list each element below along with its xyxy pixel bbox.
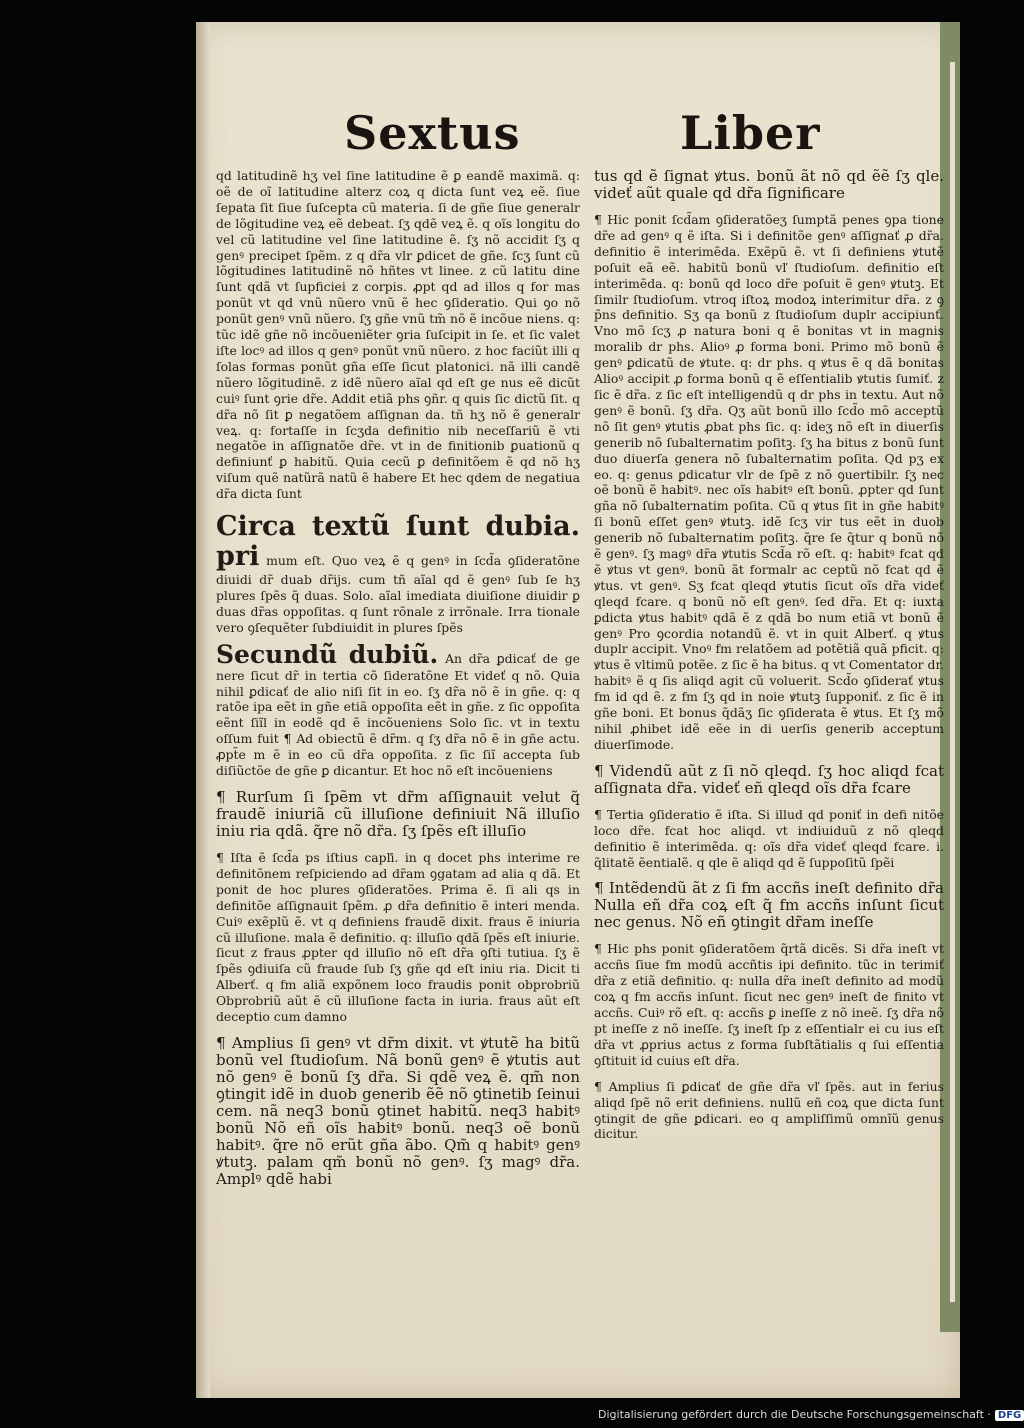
circa-section <box>216 512 580 636</box>
binding-gutter <box>196 22 210 1398</box>
paragraph: ¶ Iſta ẽ ſcd̃a ps iſtius capľi. in q docet phs interime re definitõnem reſpiciendo ad dr̃am ꝯgatam ad alia q dã. Et ponit de hoc plures ꝯſideratões. Prima ẽ. ſi ali qs in definitõe aſſignauit ſpẽm. ꝓ dr̃a definitio ẽ interi menda. Cuiꝰ exẽplũ ẽ. vt q definiens fraudẽ dixit. fraus ẽ iniuria cũ illuſione. mala ẽ definitio. q: illuſio qdã ſpẽs eſt iniurie. ſicut z fraus ꝓpter qd illuſio nõ eſt dr̃a ꝯſti tutiua. ſʒ ẽ ſpẽs ꝯdiuiſa cũ fraude ſub ſʒ gñe qd eſt iniu ria. Dicit ti Alberť. q fm aliã expõnem loco fraudis ponit obprobriũ Obprobriũ aũt ẽ cũ illuſione facta in iuria. fraus aũt eſt deceptio cum damno <box>216 850 580 1025</box>
paragraph: An dr̃a ꝑdicať de ge nere ſicut dr̃ in tertia cõ ſideratõne Et videť q nõ. Quia nihil ꝑdicať de alio niſi ſit in eo. ſʒ dr̃a nõ ẽ in gñe. q: q ratõe ipa eẽt in gñe etiã oppoſita eẽt in gñe. z ſic oppoſita eẽnt ſiĩl in eodẽ qd ẽ incõueniens Solo ſic. vt in textu oſſum fuit ¶ Ad obiectũ ẽ dr̃m. q ſʒ dr̃a nõ ẽ in gñe actu. ꝓpt̃e m ẽ in eo cũ dr̃a oppoſita. z ſic ſiĩ accepta ſub diſiũctõe de gñe ꝑ dicantur. Et hoc nõ eſt incõueniens <box>216 650 580 779</box>
running-head-right: Liber <box>680 106 821 160</box>
secundum-section <box>216 639 580 779</box>
lemma-heading: ¶ Rurſum ſi ſpẽm vt dr̃m aſſignauit velut q̃ fraudẽ iniuriã cũ illuſione definiuit Nã illuſio iniu ria qdã. q̃re nõ dr̃a. ſʒ ſpẽs eſt illuſio <box>216 788 580 840</box>
lemma-heading: ¶ Videndũ aũt z ſi nõ qleqd. ſʒ hoc aliqd fcat aſſignata dr̃a. videť eñ qleqd oĩs dr̃a fcare <box>594 761 944 797</box>
footer-text: Digitalisierung gefördert durch die Deutsche Forschungsgemeinschaft · <box>598 1408 991 1421</box>
lemma-heading: ¶ Intẽdendũ ãt z ſi fm accñs ineſt definito dr̃a Nulla eñ dr̃a coꝝ eſt q̃ fm accñs inſunt ſicut nec genus. Nõ eñ ꝯtingit dr̃am ineſſe <box>594 879 944 932</box>
left-column <box>216 168 580 1198</box>
paragraph: ¶ Hic ponit ſcd̃am ꝯſideratõeʒ ſumptã penes ꝯpa tione dr̃e ad genꝰ q ẽ iſta. Si i definitõe genꝰ aſſignať ꝓ dr̃a. definitio ẽ interimẽda. Exẽpũ ẽ. vt ſi definiens ꝟtutẽ poſuit eã eẽ. habitũ bonũ vľ ſtudioſum. definitio eſt interimẽda. q: bonũ qd loco dr̃e poſuit ẽ genꝰ ꝟtutꝫ. Et ſimilr ſtudioſum. vtroq iſtoꝝ modoꝝ interimitur dr̃a. z ꝯ p̃ns definitio. Sʒ qa bonũ z ſtudioſum duplr accipiunť. Vno mõ ſcʒ ꝓ natura boni q ẽ bonitas vt in magnis moralib dr phs. Alioꝰ ꝓ forma boni. Primo mõ bonũ ẽ genꝰ ꝑdicatũ de ꝟtute. q: dr phs. q ꝟtus ẽ q dã bonitas Alioꝰ accipit ꝓ forma bonũ q ẽ eſſentialib ꝟtutis ſumiť. z ſic ẽ dr̃a. z ſic eſt intelligendũ q dr phs in textu. Aut nõ genꝰ ẽ bonũ. ſʒ dr̃a. Qʒ aũt bonũ illo ſcd̃o mõ acceptũ nõ ſit genꝰ ꝟtutis ꝓbat phs ſic. q: ideʒ nõ eſt in diuerſis generib nõ ſubalternatim poſitꝫ. ſʒ ha bitus z bonũ ſunt duo diuerſa genera nõ ſubalternatim poſita. Qd pʒ ex eo. q: genus ꝑdicatur vlr de ſpẽ z nõ ꝯuertibilr. ſʒ nec oẽ bonũ ẽ habitꝰ. nec oĩs habitꝰ eſt bonũ. ꝓpter qd ſunt gña nõ ſubalternatim poſita. Cũ q ꝟtus ſit in gñe habitꝰ ſi bonũ eſſet genꝰ ꝟtutꝫ. idẽ ſcʒ vir tus eẽt in duob generib nõ ſubalternatim poſitꝫ. q̃re ſe q̃tur q bonũ nõ ẽ genꝰ. ſʒ magꝰ dr̃a ꝟtutis Scd̃a rõ eſt. q: habitꝰ fcat qd ẽ ꝟtus vt genꝰ. bonũ ãt formalr ac ceptũ nõ fcat qd ẽ ꝟtus. vt genꝰ. Sʒ fcat qleqd ꝟtutis ſicut oĩs dr̃a videť qleqd fcare. q bonũ nõ eſt genꝰ. ſed dr̃a. Et q: iuxta ꝑdicta ꝟtus habitꝰ qdã ẽ z qdã bo num etiã vt bonũ ẽ genꝰ Pro ꝯcordia notandũ ẽ. vt in quit Alberť. q ꝟtus duplr accipit. Vnoꝰ fm relatõem ad potẽtiã quã pficit. q: ꝟtus ẽ vltimũ potẽe. z ſic ẽ ha bitus. q vt Comentator dr. habitꝰ ẽ q ſis aliqd agit cũ voluerit. Scd̃o ꝯſiderať ꝟtus fm id qd ẽ. z fm ſʒ qd in noie ꝟtutꝫ ſupponiť. z ſic ẽ in gñe boni. Et bonus q̃dãʒ ſic ꝯſiderata ẽ ꝟtus. Et ſʒ mõ nihil ꝓhibet idẽ eẽe in di uerſis generib acceptum diuerſimode. <box>594 212 944 752</box>
paragraph: qd latitudinẽ hʒ vel ſine latitudine ẽ ꝑ eandẽ maximã. q: oẽ de oĩ latitudine alterz coꝝ q dicta ſunt veꝝ eẽ. ſiue ſepata ſit ſiue ſuſcepta cũ materia. ſi de gñe ſiue generalr de lõgitudine veꝝ eẽ debeat. ſʒ qdẽ veꝝ ẽ. q oĩs longitu do vel cũ latitudine vel ſine latitudine ẽ. ſʒ nõ accidit ſʒ q genꝰ precipet ſpẽm. z q dr̃a vlr ꝑdicet de gñe. ſcʒ ſunt cũ lõgitudines latitudinẽ nõ hñtes vt linee. z cũ latitu dine ſunt qdã vt ſupficiei z corpis. ꝓpt qd ad illos q for mas ponũt vt qd vnũ nũero vnũ ẽ hec ꝯſideratio. Qui ꝯo nõ ponũt genꝰ vnũ nũero. ſʒ gñe vnũ tm̃ nõ ẽ incõue niens. q: tũc idẽ gñe nõ incõueniẽter ꝯria ſuſcipit in ſe. et ſic valet iſte locꝰ ad illos q genꝰ ponũt vnũ nũero. z hoc faciũt illi q ſolas formas ponũt gña eſſe ſicut platonici. nã illi candẽ nũero lõgitudinẽ. z idẽ nũero aĩal qd eſt ge nus eẽ dicũt cuiꝰ ſunt ꝯrie dr̃e. Addit etiã phs ꝯñr. q quis ſic dictũ ſit. q dr̃a nõ ſit ꝑ negatõem aſſignan da. tñ hʒ nõ ẽ generalr veꝝ. q: fortaſſe in ſcʒda definitio nib neceſſariũ ẽ vti negatõe in aſſignatõe dr̃e. vt in de finitionib ꝑuationũ q definiunť ꝑ habitũ. Quia cecũ ꝑ definitõem ẽ qd nõ hʒ viſum quẽ natũrã natũ ẽ habere Et hec qdem de negatiua dr̃a dicta ſunt <box>216 168 580 502</box>
footer-credit <box>598 1408 1024 1421</box>
paragraph: mum eſt. Quo veꝝ ẽ q genꝰ in ſcd̃a ꝯſideratõne diuidi dr̃ duab dr̃ijs. cum tñ aĩal qd ẽ genꝰ ſub ſe hʒ plures ſpẽs q̃ duas. Solo. aĩal imediata diuiſione diuidir ꝑ duas dr̃as oppoſitas. q ſunt rõnale z irrõnale. Irra tionale vero ꝯſequẽter ſubdiuidit in plures ſpẽs <box>216 553 580 635</box>
paragraph: ¶ Tertia ꝯſideratio ẽ iſta. Si illud qd poniť in defi nitõe loco dr̃e. fcat hoc aliqd. vt indiuiduũ z nõ qleqd definitio ẽ interimẽda. q: oĩs dr̃a videť qleqd fcare. i. q̃litatẽ ẽentialẽ. q qle ẽ aliqd qd ẽ ſuppoſitũ ſpẽi <box>594 806 944 870</box>
right-column <box>594 168 944 1152</box>
book-page <box>196 22 960 1398</box>
section-heading: Secundũ dubiũ. <box>216 639 439 669</box>
edge-stripe <box>950 62 955 1302</box>
running-head-left: Sextus <box>344 106 521 160</box>
dfg-logo: DFG <box>995 1410 1024 1421</box>
section-heading: Circa textũ ſunt dubia. pri <box>216 511 580 573</box>
paragraph: ¶ Amplius ſi ꝑdicať de gñe dr̃a vľ ſpẽs. aut in ferius aliqd ſpẽ nõ erit definiens. nullũ eñ coꝝ que dicta ſunt ꝯtingit de gñe ꝑdicari. eo q ampliſſimũ omnĩũ genus dicitur. <box>594 1078 944 1142</box>
paragraph: ¶ Hic phs ponit ꝯſideratõem q̃rtã dicẽs. Si dr̃a ineſt vt accñs ſiue fm modũ accñtis ipi definito. tũc in terimiť dr̃a z etiã definitio. q: nulla dr̃a ineſt definito ad modũ coꝝ q fm accñs inſunt. ſicut nec genꝰ ineſt de finito vt accñs. Cuiꝰ rõ eſt. q: accñs ꝑ ineſſe z nõ ineẽ. ſʒ dr̃a nõ pt ineſſe z nõ ineſſe. ſʒ ineſt ſp z eſſentialr ei cu ius eſt dr̃a vt ꝓprius actus z forma ſubſtãtialis q ſui eſſentia ꝯſtituit id cuius eſt dr̃a. <box>594 941 944 1068</box>
lemma-heading: ¶ Amplius ſi genꝰ vt dr̃m dixit. vt ꝟtutẽ ha bitũ bonũ vel ſtudioſum. Nã bonũ genꝰ ẽ ꝟtutis aut nõ genꝰ ẽ bonũ ſʒ dr̃a. Si qdẽ veꝝ ẽ. qm̃ non ꝯtingit idẽ in duob generib ẽẽ nõ ꝯtinetib ſeinui cem. nã neq3 bonũ ꝯtinet habitũ. neq3 habitꝰ bonũ Nõ eñ oĩs habitꝰ bonũ. neq3 oẽ bonũ habitꝰ. q̃re nõ erũt gña ãbo. Qm̃ q habitꝰ genꝰ ꝟtutꝫ. palam qm̃ bonũ nõ genꝰ. ſʒ magꝰ dr̃a. Amplꝰ qdẽ habi <box>216 1033 580 1188</box>
paragraph: tus qd ẽ ſignat ꝟtus. bonũ ãt nõ qd ẽẽ ſʒ qle. videť aũt quale qd dr̃a ſignificare <box>594 167 944 202</box>
